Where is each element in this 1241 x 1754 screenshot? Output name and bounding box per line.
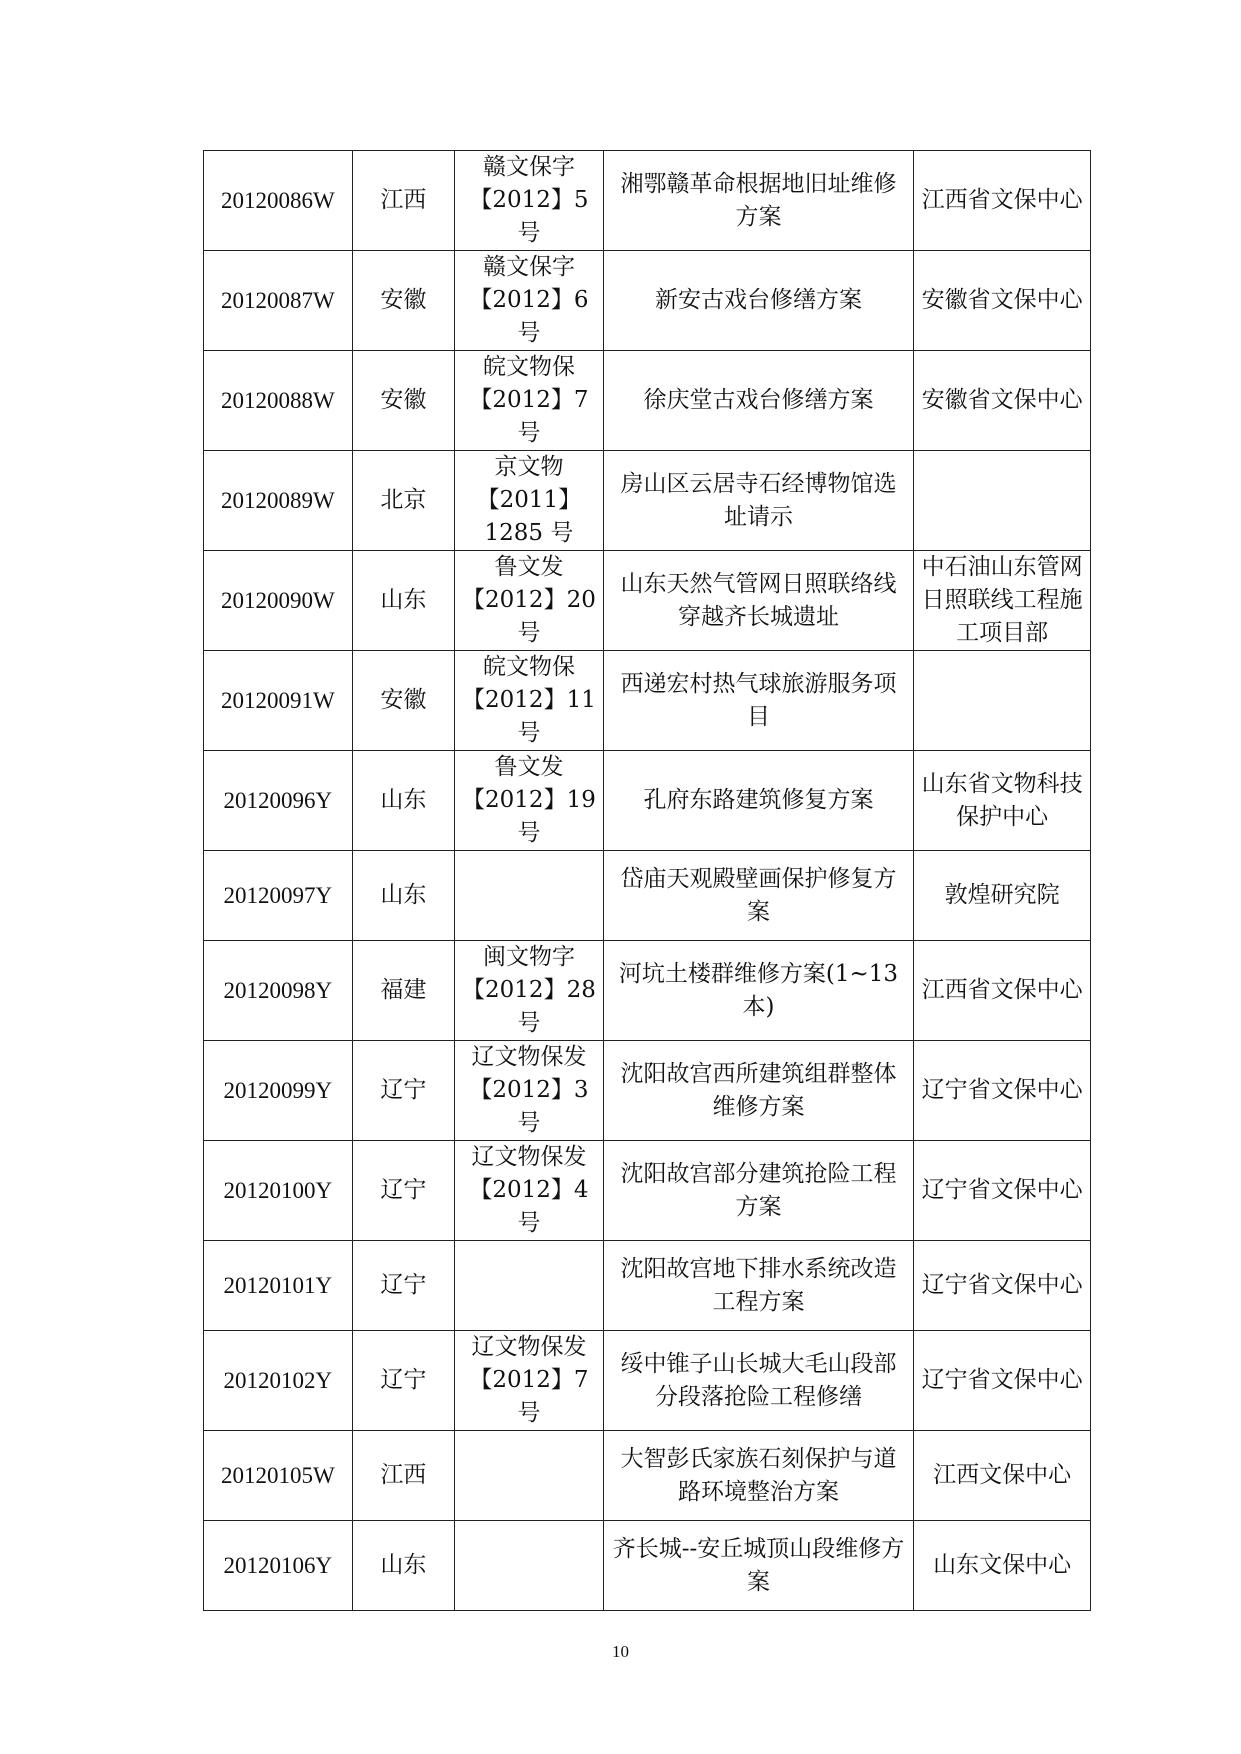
province-cell: 江西	[352, 1431, 454, 1521]
unit-cell: 中石油山东管网日照联线工程施工项目部	[914, 551, 1091, 651]
record-id-cell: 20120086W	[204, 151, 353, 251]
document-number-cell	[455, 1241, 604, 1331]
page-number: 10	[612, 1642, 629, 1661]
project-title-cell: 新安古戏台修缮方案	[603, 251, 913, 351]
province-cell: 山东	[352, 851, 454, 941]
project-title-cell: 河坑土楼群维修方案(1~13本)	[603, 941, 913, 1041]
unit-cell: 辽宁省文保中心	[914, 1331, 1091, 1431]
project-title-cell: 孔府东路建筑修复方案	[603, 751, 913, 851]
record-id-cell: 20120090W	[204, 551, 353, 651]
unit-cell: 山东省文物科技保护中心	[914, 751, 1091, 851]
province-cell: 山东	[352, 551, 454, 651]
records-table-body	[204, 151, 1091, 1611]
table-row	[204, 1241, 1091, 1331]
unit-cell: 辽宁省文保中心	[914, 1241, 1091, 1331]
document-number-cell: 赣文保字 【2012】6 号	[455, 251, 604, 351]
record-id-cell: 20120102Y	[204, 1331, 353, 1431]
province-cell: 辽宁	[352, 1041, 454, 1141]
province-cell: 北京	[352, 451, 454, 551]
unit-cell: 敦煌研究院	[914, 851, 1091, 941]
unit-cell	[914, 651, 1091, 751]
unit-cell: 安徽省文保中心	[914, 351, 1091, 451]
project-title-cell: 沈阳故宫地下排水系统改造工程方案	[603, 1241, 913, 1331]
record-id-cell: 20120087W	[204, 251, 353, 351]
table-row	[204, 1041, 1091, 1141]
document-number-cell: 皖文物保 【2012】7 号	[455, 351, 604, 451]
table-row	[204, 451, 1091, 551]
project-title-cell: 岱庙天观殿壁画保护修复方案	[603, 851, 913, 941]
unit-cell: 辽宁省文保中心	[914, 1041, 1091, 1141]
document-number-cell: 闽文物字 【2012】28 号	[455, 941, 604, 1041]
project-title-cell: 大智彭氏家族石刻保护与道路环境整治方案	[603, 1431, 913, 1521]
document-number-cell	[455, 1521, 604, 1611]
project-title-cell: 山东天然气管网日照联络线穿越齐长城遗址	[603, 551, 913, 651]
records-table	[203, 150, 1091, 1611]
record-id-cell: 20120097Y	[204, 851, 353, 941]
table-row	[204, 1331, 1091, 1431]
unit-cell	[914, 451, 1091, 551]
document-number-cell: 辽文物保发 【2012】7 号	[455, 1331, 604, 1431]
record-id-cell: 20120089W	[204, 451, 353, 551]
document-number-cell: 皖文物保 【2012】11 号	[455, 651, 604, 751]
unit-cell: 辽宁省文保中心	[914, 1141, 1091, 1241]
record-id-cell: 20120091W	[204, 651, 353, 751]
record-id-cell: 20120101Y	[204, 1241, 353, 1331]
province-cell: 辽宁	[352, 1331, 454, 1431]
document-number-cell	[455, 851, 604, 941]
record-id-cell: 20120096Y	[204, 751, 353, 851]
document-number-cell: 辽文物保发 【2012】3 号	[455, 1041, 604, 1141]
project-title-cell: 湘鄂赣革命根据地旧址维修方案	[603, 151, 913, 251]
document-number-cell	[455, 1431, 604, 1521]
province-cell: 山东	[352, 751, 454, 851]
table-row	[204, 1431, 1091, 1521]
province-cell: 安徽	[352, 651, 454, 751]
record-id-cell: 20120088W	[204, 351, 353, 451]
project-title-cell: 绥中锥子山长城大毛山段部分段落抢险工程修缮	[603, 1331, 913, 1431]
unit-cell: 江西省文保中心	[914, 151, 1091, 251]
document-number-cell: 辽文物保发 【2012】4 号	[455, 1141, 604, 1241]
document-number-cell: 鲁文发 【2012】20 号	[455, 551, 604, 651]
unit-cell: 江西文保中心	[914, 1431, 1091, 1521]
project-title-cell: 齐长城--安丘城顶山段维修方案	[603, 1521, 913, 1611]
project-title-cell: 房山区云居寺石经博物馆选址请示	[603, 451, 913, 551]
unit-cell: 安徽省文保中心	[914, 251, 1091, 351]
table-row	[204, 851, 1091, 941]
record-id-cell: 20120106Y	[204, 1521, 353, 1611]
table-row	[204, 941, 1091, 1041]
unit-cell: 山东文保中心	[914, 1521, 1091, 1611]
province-cell: 辽宁	[352, 1241, 454, 1331]
project-title-cell: 沈阳故宫西所建筑组群整体维修方案	[603, 1041, 913, 1141]
document-number-cell: 鲁文发 【2012】19 号	[455, 751, 604, 851]
project-title-cell: 沈阳故宫部分建筑抢险工程方案	[603, 1141, 913, 1241]
document-number-cell: 京文物 【2011】 1285 号	[455, 451, 604, 551]
province-cell: 安徽	[352, 351, 454, 451]
record-id-cell: 20120100Y	[204, 1141, 353, 1241]
unit-cell: 江西省文保中心	[914, 941, 1091, 1041]
province-cell: 安徽	[352, 251, 454, 351]
project-title-cell: 徐庆堂古戏台修缮方案	[603, 351, 913, 451]
record-id-cell: 20120105W	[204, 1431, 353, 1521]
province-cell: 福建	[352, 941, 454, 1041]
table-row	[204, 651, 1091, 751]
table-row	[204, 151, 1091, 251]
table-row	[204, 251, 1091, 351]
table-row	[204, 1521, 1091, 1611]
table-row	[204, 1141, 1091, 1241]
table-row	[204, 351, 1091, 451]
province-cell: 辽宁	[352, 1141, 454, 1241]
record-id-cell: 20120098Y	[204, 941, 353, 1041]
project-title-cell: 西递宏村热气球旅游服务项目	[603, 651, 913, 751]
table-row	[204, 751, 1091, 851]
province-cell: 山东	[352, 1521, 454, 1611]
province-cell: 江西	[352, 151, 454, 251]
table-row	[204, 551, 1091, 651]
record-id-cell: 20120099Y	[204, 1041, 353, 1141]
document-number-cell: 赣文保字 【2012】5 号	[455, 151, 604, 251]
